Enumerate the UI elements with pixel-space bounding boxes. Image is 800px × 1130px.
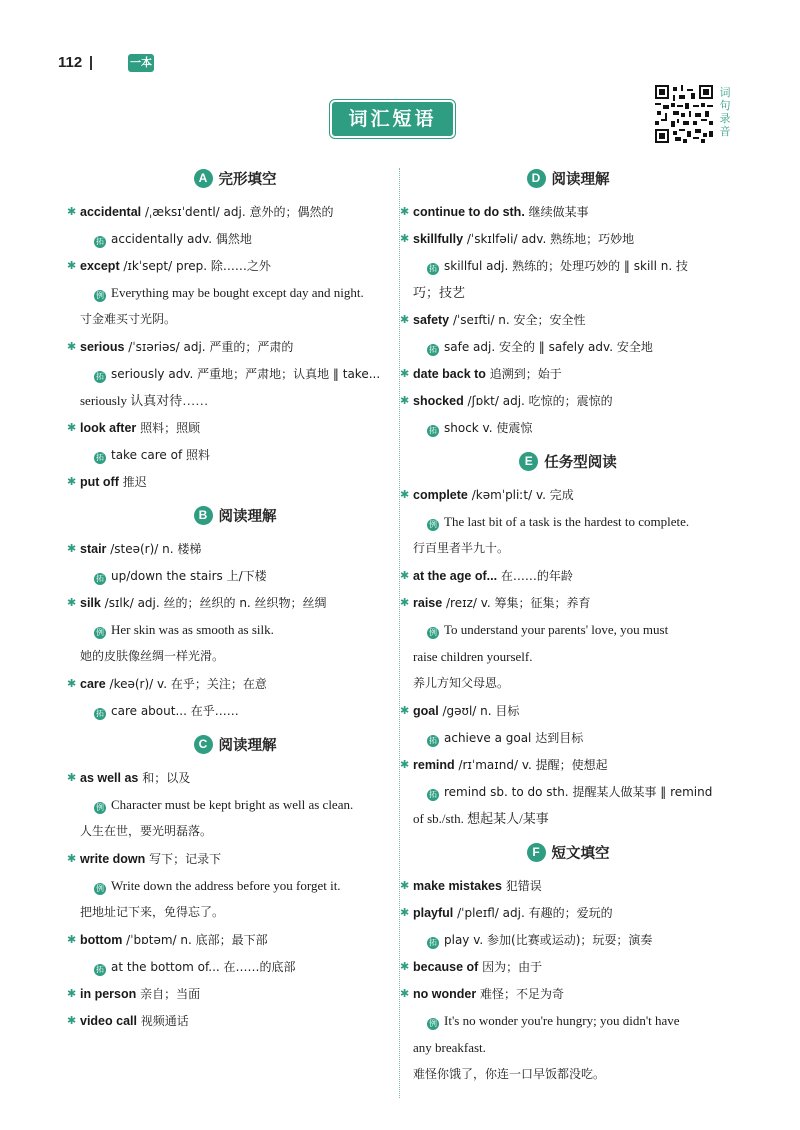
example-sentence xyxy=(80,791,390,818)
entry-headword: look after xyxy=(80,421,137,435)
extension-text: shock v. 使震惊 xyxy=(444,421,533,435)
bullet-icon: ✱ xyxy=(400,987,410,1000)
entry-headword: put off xyxy=(80,475,119,489)
entry-gloss: /ʃɒkt/ adj. 吃惊的；震惊的 xyxy=(463,394,613,408)
bullet-icon: ✱ xyxy=(400,596,410,609)
vocab-entry xyxy=(67,589,390,616)
continuation-line: raise children yourself. xyxy=(413,649,533,664)
extension-text: take care of 照料 xyxy=(111,448,210,462)
bullet-icon: ✱ xyxy=(67,677,77,690)
extension-note xyxy=(80,225,390,252)
vocab-entry xyxy=(400,980,723,1007)
bullet-icon: ✱ xyxy=(67,933,77,946)
example-translation: 行百里者半九十。 xyxy=(413,541,510,555)
entry-gloss: /sɪlk/ adj. 丝的；丝织的 n. 丝织物；丝绸 xyxy=(100,596,327,610)
example-tag-icon: 例 xyxy=(96,803,104,812)
section-heading xyxy=(80,158,390,198)
continuation-line: seriously 认真对待…… xyxy=(80,393,209,408)
vocab-entry xyxy=(400,306,723,333)
extension-text: achieve a goal 达到目标 xyxy=(444,731,584,745)
entry-headword: remind xyxy=(413,758,455,772)
extension-note xyxy=(413,724,723,751)
entry-gloss: /ˈseɪfti/ n. 安全；安全性 xyxy=(449,313,586,327)
extension-note xyxy=(413,926,723,953)
vocab-entry xyxy=(400,198,723,225)
entry-headword: skillfully xyxy=(413,232,464,246)
example-text: Write down the address before you forget it. xyxy=(111,878,341,893)
bullet-icon: ✱ xyxy=(400,367,410,380)
example-sentence xyxy=(80,872,390,899)
extension-tag-icon: 拓 xyxy=(96,574,104,583)
section-heading xyxy=(80,495,390,535)
entry-gloss: /ˌæksɪˈdentl/ adj. 意外的；偶然的 xyxy=(141,205,334,219)
extension-note xyxy=(413,778,723,805)
extension-tag-icon: 拓 xyxy=(429,736,437,745)
vocab-entry xyxy=(67,333,390,360)
extension-tag-icon: 拓 xyxy=(429,426,437,435)
example-sentence xyxy=(80,279,390,306)
extension-text: care about... 在乎…… xyxy=(111,704,239,718)
entry-headword: raise xyxy=(413,596,443,610)
bullet-icon: ✱ xyxy=(400,906,410,919)
extension-text: safe adj. 安全的 ‖ safely adv. 安全地 xyxy=(444,340,653,354)
example-translation: 人生在世，要光明磊落。 xyxy=(80,824,213,838)
section-badge: B xyxy=(194,506,213,525)
vocab-entry xyxy=(67,845,390,872)
entry-headword: date back to xyxy=(413,367,486,381)
entry-gloss: 难怪；不足为奇 xyxy=(476,987,565,1001)
example-sentence xyxy=(413,1007,723,1034)
extension-tag-icon: 拓 xyxy=(429,938,437,947)
extension-tag-icon: 拓 xyxy=(429,264,437,273)
bullet-icon: ✱ xyxy=(400,960,410,973)
example-text: Everything may be bought except day and night. xyxy=(111,285,364,300)
entry-headword: in person xyxy=(80,987,137,1001)
entry-gloss: /ˈskɪlfəli/ adv. 熟练地；巧妙地 xyxy=(463,232,635,246)
example-tag-icon: 例 xyxy=(429,520,437,529)
section-heading xyxy=(413,158,723,198)
vocab-entry xyxy=(400,387,723,414)
bullet-icon: ✱ xyxy=(400,488,410,501)
section-heading xyxy=(413,441,723,481)
entry-gloss: 和；以及 xyxy=(138,771,191,785)
section-heading xyxy=(413,832,723,872)
continuation-line: 巧；技艺 xyxy=(413,285,466,300)
page-number-divider xyxy=(90,56,92,70)
example-tag-icon: 例 xyxy=(429,628,437,637)
vocab-entry xyxy=(400,225,723,252)
example-translation: 难怪你饿了，你连一口早饭都没吃。 xyxy=(413,1067,606,1081)
left-column xyxy=(67,158,390,1034)
vocab-entry xyxy=(400,899,723,926)
qr-code-icon[interactable] xyxy=(655,85,713,143)
entry-headword: goal xyxy=(413,704,439,718)
bullet-icon: ✱ xyxy=(400,313,410,326)
extension-text: at the bottom of... 在……的底部 xyxy=(111,960,296,974)
qr-caption: 词句录音 xyxy=(719,86,731,138)
entry-headword: video call xyxy=(80,1014,137,1028)
section-heading xyxy=(80,724,390,764)
bullet-icon: ✱ xyxy=(67,542,77,555)
entry-gloss: 追溯到；始于 xyxy=(485,367,562,381)
extension-text: skillful adj. 熟练的；处理巧妙的 ‖ skill n. 技 xyxy=(444,259,688,273)
entry-gloss: /ˈbɒtəm/ n. 底部；最下部 xyxy=(122,933,268,947)
entry-gloss: /ɪkˈsept/ prep. 除……之外 xyxy=(119,259,271,273)
example-tag-icon: 例 xyxy=(96,291,104,300)
entry-headword: bottom xyxy=(80,933,123,947)
extension-text: up/down the stairs 上/下楼 xyxy=(111,569,267,583)
entry-headword: as well as xyxy=(80,771,139,785)
entry-headword: write down xyxy=(80,852,146,866)
page-number: 112 xyxy=(58,54,83,71)
section-title: 完形填空 xyxy=(218,171,277,188)
section-title: 阅读理解 xyxy=(551,171,610,188)
vocab-entry xyxy=(67,252,390,279)
bullet-icon: ✱ xyxy=(67,205,77,218)
entry-gloss: /ˈsɪəriəs/ adj. 严重的；严肃的 xyxy=(124,340,294,354)
entry-headword: no wonder xyxy=(413,987,477,1001)
extension-note xyxy=(413,414,723,441)
example-tag-icon: 例 xyxy=(429,1019,437,1028)
continuation-line: any breakfast. xyxy=(413,1040,486,1055)
entry-gloss: /rɪˈmaɪnd/ v. 提醒；使想起 xyxy=(454,758,608,772)
entry-headword: accidental xyxy=(80,205,142,219)
right-column xyxy=(400,158,723,1088)
section-badge: A xyxy=(194,169,213,188)
section-title: 阅读理解 xyxy=(218,737,277,754)
extension-text: accidentally adv. 偶然地 xyxy=(111,232,252,246)
section-banner: 词汇短语 xyxy=(330,100,455,138)
section-title: 短文填空 xyxy=(551,845,610,862)
extension-tag-icon: 拓 xyxy=(96,965,104,974)
entry-headword: except xyxy=(80,259,120,273)
entry-headword: serious xyxy=(80,340,125,354)
extension-note xyxy=(80,441,390,468)
section-badge: F xyxy=(527,843,546,862)
entry-gloss: 亲自；当面 xyxy=(136,987,201,1001)
example-translation: 她的皮肤像丝绸一样光滑。 xyxy=(80,649,225,663)
bullet-icon: ✱ xyxy=(67,1014,77,1027)
bullet-icon: ✱ xyxy=(67,771,77,784)
vocab-entry xyxy=(400,360,723,387)
entry-gloss: /kəmˈpliːt/ v. 完成 xyxy=(467,488,574,502)
example-text: It's no wonder you're hungry; you didn't have xyxy=(444,1013,680,1028)
bullet-icon: ✱ xyxy=(400,569,410,582)
example-sentence xyxy=(413,508,723,535)
example-sentence xyxy=(80,616,390,643)
entry-headword: silk xyxy=(80,596,101,610)
entry-gloss: /steə(r)/ n. 楼梯 xyxy=(106,542,202,556)
entry-headword: at the age of... xyxy=(413,569,498,583)
entry-headword: safety xyxy=(413,313,450,327)
example-text: To understand your parents' love, you must xyxy=(444,622,669,637)
vocab-entry xyxy=(400,562,723,589)
entry-gloss: 推迟 xyxy=(118,475,147,489)
vocab-entry xyxy=(67,198,390,225)
entry-gloss: 写下；记录下 xyxy=(145,852,222,866)
extension-text: play v. 参加(比赛或运动)；玩耍；演奏 xyxy=(444,933,653,947)
example-tag-icon: 例 xyxy=(96,884,104,893)
extension-tag-icon: 拓 xyxy=(96,709,104,718)
extension-note xyxy=(413,252,723,279)
extension-text: remind sb. to do sth. 提醒某人做某事 ‖ remind xyxy=(444,785,713,799)
extension-note xyxy=(80,360,390,387)
bullet-icon: ✱ xyxy=(67,475,77,488)
extension-note xyxy=(80,953,390,980)
vocab-entry xyxy=(67,468,390,495)
example-text: Her skin was as smooth as silk. xyxy=(111,622,274,637)
vocab-entry xyxy=(67,764,390,791)
entry-headword: playful xyxy=(413,906,454,920)
example-translation: 把地址记下来，免得忘了。 xyxy=(80,905,225,919)
extension-tag-icon: 拓 xyxy=(96,453,104,462)
vocab-entry xyxy=(67,926,390,953)
brand-tag: 一本 xyxy=(128,54,154,72)
bullet-icon: ✱ xyxy=(400,879,410,892)
entry-gloss: 继续做某事 xyxy=(524,205,589,219)
extension-tag-icon: 拓 xyxy=(429,790,437,799)
extension-note xyxy=(80,562,390,589)
example-translation: 寸金难买寸光阴。 xyxy=(80,312,177,326)
entry-gloss: /ˈpleɪfl/ adj. 有趣的；爱玩的 xyxy=(453,906,613,920)
entry-gloss: 犯错误 xyxy=(501,879,542,893)
entry-headword: stair xyxy=(80,542,107,556)
section-badge: E xyxy=(519,452,538,471)
extension-tag-icon: 拓 xyxy=(429,345,437,354)
bullet-icon: ✱ xyxy=(67,596,77,609)
bullet-icon: ✱ xyxy=(67,987,77,1000)
section-title: 阅读理解 xyxy=(218,508,277,525)
entry-headword: shocked xyxy=(413,394,464,408)
entry-gloss: /reɪz/ v. 筹集；征集；养育 xyxy=(442,596,591,610)
section-title: 任务型阅读 xyxy=(544,454,617,471)
entry-headword: complete xyxy=(413,488,468,502)
bullet-icon: ✱ xyxy=(67,852,77,865)
vocab-entry xyxy=(67,535,390,562)
entry-headword: continue to do sth. xyxy=(413,205,525,219)
extension-text: seriously adv. 严重地；严肃地；认真地 ‖ take... xyxy=(111,367,381,381)
bullet-icon: ✱ xyxy=(67,259,77,272)
entry-gloss: /gəʊl/ n. 目标 xyxy=(438,704,520,718)
bullet-icon: ✱ xyxy=(400,205,410,218)
bullet-icon: ✱ xyxy=(67,421,77,434)
vocab-entry xyxy=(400,751,723,778)
entry-headword: make mistakes xyxy=(413,879,502,893)
example-sentence xyxy=(413,616,723,643)
entry-headword: because of xyxy=(413,960,479,974)
vocab-entry xyxy=(400,872,723,899)
example-text: Character must be kept bright as well as clean. xyxy=(111,797,354,812)
vocab-entry xyxy=(400,953,723,980)
example-translation: 养儿方知父母恩。 xyxy=(413,676,510,690)
bullet-icon: ✱ xyxy=(400,232,410,245)
vocab-entry xyxy=(67,1007,390,1034)
continuation-line: of sb./sth. 想起某人/某事 xyxy=(413,811,549,826)
example-tag-icon: 例 xyxy=(96,628,104,637)
extension-note xyxy=(413,333,723,360)
extension-tag-icon: 拓 xyxy=(96,237,104,246)
extension-note xyxy=(80,697,390,724)
entry-gloss: 视频通话 xyxy=(136,1014,189,1028)
bullet-icon: ✱ xyxy=(67,340,77,353)
bullet-icon: ✱ xyxy=(400,704,410,717)
entry-gloss: 因为；由于 xyxy=(478,960,543,974)
entry-headword: care xyxy=(80,677,106,691)
example-text: The last bit of a task is the hardest to complete. xyxy=(444,514,690,529)
section-badge: D xyxy=(527,169,546,188)
entry-gloss: 在……的年龄 xyxy=(497,569,573,583)
vocab-entry xyxy=(67,670,390,697)
vocab-entry xyxy=(400,481,723,508)
bullet-icon: ✱ xyxy=(400,394,410,407)
vocab-entry xyxy=(67,414,390,441)
bullet-icon: ✱ xyxy=(400,758,410,771)
vocab-entry xyxy=(67,980,390,1007)
vocab-entry xyxy=(400,589,723,616)
extension-tag-icon: 拓 xyxy=(96,372,104,381)
entry-gloss: /keə(r)/ v. 在乎；关注；在意 xyxy=(105,677,267,691)
entry-gloss: 照料；照顾 xyxy=(136,421,201,435)
section-badge: C xyxy=(194,735,213,754)
vocab-entry xyxy=(400,697,723,724)
